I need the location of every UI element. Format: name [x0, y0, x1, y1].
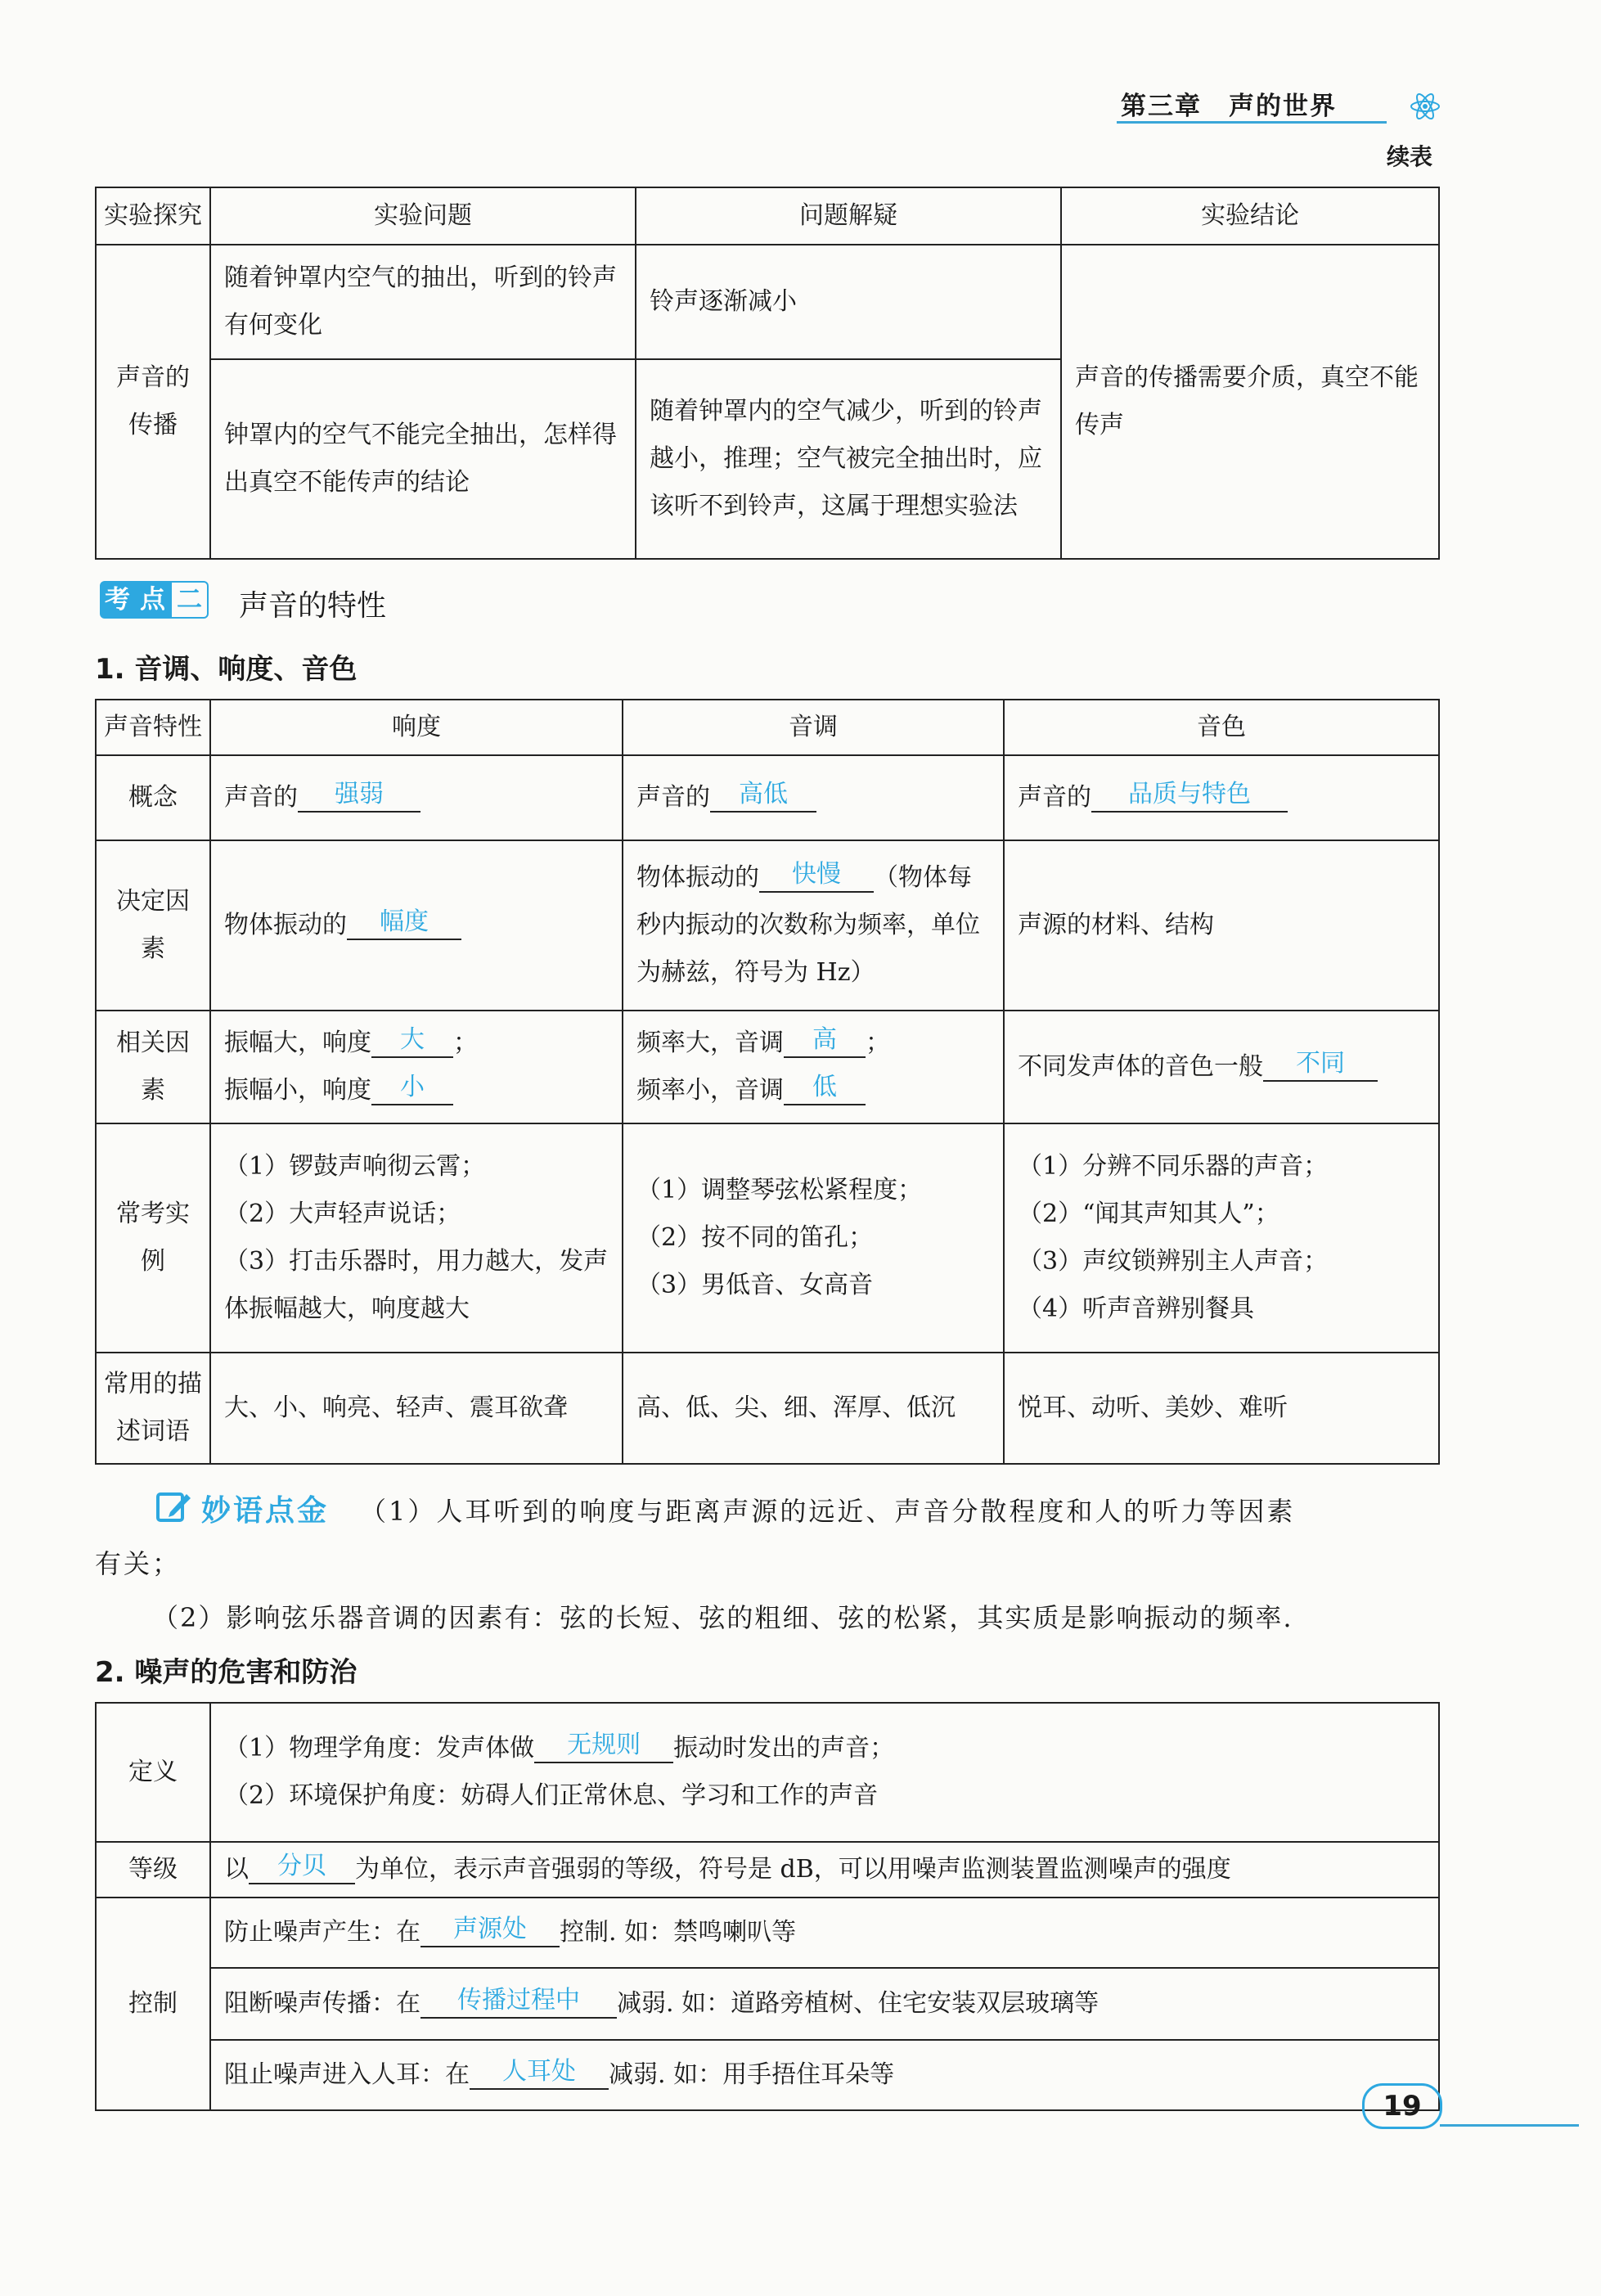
subheading: 2. 噪声的危害和防治: [95, 1656, 358, 1689]
timbre-examples-cell: （1）分辨不同乐器的声音； （2）“闻其声知其人”； （3）声纹锁辨别主人声音； （4）听声音辨别餐具: [1004, 1123, 1439, 1353]
answer-blank: 大: [371, 1024, 453, 1058]
chapter-title: 第三章 声的世界: [1121, 92, 1337, 121]
pitch-related-cell: 频率大，音调 高 ； 频率小，音调 低: [623, 1011, 1004, 1123]
definition-cell: （1）物理学角度：发声体做 无规则 振动时发出的声音； （2）环境保护角度：妨碍人们正常休息、学习和工作的声音: [210, 1703, 1439, 1842]
loudness-related-cell: 振幅大，响度 大 ； 振幅小，响度 小: [210, 1011, 623, 1123]
words-label: 常用的描述词语: [96, 1353, 210, 1464]
header-cell: 声音特性: [96, 700, 210, 755]
level-cell: 以 分贝 为单位，表示声音强弱的等级，符号是 dB，可以用噪声监测装置监测噪声的强度: [210, 1842, 1439, 1898]
header-cell: 问题解疑: [636, 187, 1061, 245]
tip-paragraph: 有关；: [95, 1548, 182, 1579]
answer-blank: 高低: [710, 778, 816, 813]
answer-blank: 无规则: [534, 1729, 673, 1763]
footer-rule: [1440, 2124, 1579, 2127]
experiment-table: [95, 187, 1440, 560]
header-cell: 音调: [623, 700, 1004, 755]
question-cell: 钟罩内的空气不能完全抽出，怎样得出真空不能传声的结论: [210, 359, 636, 559]
answer-blank: 小: [371, 1071, 453, 1105]
badge-char: 考: [100, 581, 135, 619]
subheading: 1. 音调、响度、音色: [95, 653, 358, 686]
pitch-examples-cell: （1）调整琴弦松紧程度； （2）按不同的笛孔； （3）男低音、女高音: [623, 1123, 1004, 1353]
answer-blank: 分贝: [249, 1850, 355, 1884]
control-cell: 防止噪声产生：在 声源处 控制. 如：禁鸣喇叭等: [210, 1898, 1439, 1968]
question-cell: 随着钟罩内空气的抽出，听到的铃声有何变化: [210, 245, 636, 359]
atom-icon: [1409, 90, 1441, 123]
control-cell: 阻止噪声进入人耳：在 人耳处 减弱. 如：用手捂住耳朵等: [210, 2040, 1439, 2110]
continued-label: 续表: [1387, 143, 1433, 170]
factor-label: 决定因素: [96, 840, 210, 1011]
answer-blank: 不同: [1263, 1047, 1378, 1082]
header-cell: 音色: [1004, 700, 1439, 755]
loudness-concept-cell: 声音的 强弱: [210, 755, 623, 840]
control-cell: 阻断噪声传播：在 传播过程中 减弱. 如：道路旁植树、住宅安装双层玻璃等: [210, 1968, 1439, 2040]
control-label: 控制: [96, 1898, 210, 2110]
header-rule: [1117, 121, 1387, 124]
definition-label: 定义: [96, 1703, 210, 1842]
header-cell: 实验结论: [1061, 187, 1439, 245]
answer-cell: 铃声逐渐减小: [636, 245, 1061, 359]
tip-label: 妙语点金: [201, 1494, 330, 1528]
pitch-factor-cell: 物体振动的 快慢 （物体每秒内振动的次数称为频率，单位为赫兹，符号为 Hz）: [623, 840, 1004, 1011]
timbre-concept-cell: 声音的 品质与特色: [1004, 755, 1439, 840]
answer-blank: 快慢: [759, 858, 874, 893]
answer-blank: 低: [784, 1071, 866, 1105]
conclusion-cell: 声音的传播需要介质，真空不能传声: [1061, 245, 1439, 559]
section-title: 声音的特性: [239, 589, 387, 623]
pencil-note-icon: [155, 1489, 191, 1525]
timbre-factor-cell: 声源的材料、结构: [1004, 840, 1439, 1011]
answer-blank: 幅度: [347, 906, 461, 940]
header-cell: 实验探究: [96, 187, 210, 245]
level-label: 等级: [96, 1842, 210, 1898]
loudness-words-cell: 大、小、响亮、轻声、震耳欲聋: [210, 1353, 623, 1464]
badge-char: 点: [135, 581, 170, 619]
answer-blank: 强弱: [298, 778, 420, 813]
topic-cell: 声音的传播: [96, 245, 210, 559]
answer-blank: 传播过程中: [420, 1984, 617, 2019]
pitch-words-cell: 高、低、尖、细、浑厚、低沉: [623, 1353, 1004, 1464]
timbre-related-cell: 不同发声体的音色一般 不同: [1004, 1011, 1439, 1123]
sound-properties-table: [95, 699, 1440, 1465]
tip-paragraph: （1）人耳听到的响度与距离声源的远近、声音分散程度和人的听力等因素: [360, 1496, 1296, 1527]
badge-char: 二: [170, 581, 209, 619]
answer-blank: 品质与特色: [1091, 778, 1288, 813]
section-badge: [100, 581, 209, 619]
tip-paragraph: （2）影响弦乐器音调的因素有：弦的长短、弦的粗细、弦的松紧，其实质是影响振动的频率.: [152, 1602, 1293, 1633]
answer-blank: 高: [784, 1024, 866, 1058]
examples-label: 常考实例: [96, 1123, 210, 1353]
page-number: 19: [1362, 2083, 1442, 2129]
answer-blank: 人耳处: [470, 2055, 609, 2090]
noise-table: [95, 1702, 1440, 2111]
timbre-words-cell: 悦耳、动听、美妙、难听: [1004, 1353, 1439, 1464]
loudness-factor-cell: 物体振动的 幅度: [210, 840, 623, 1011]
header-cell: 响度: [210, 700, 623, 755]
concept-label: 概念: [96, 755, 210, 840]
header-cell: 实验问题: [210, 187, 636, 245]
answer-blank: 声源处: [420, 1913, 560, 1947]
answer-cell: 随着钟罩内的空气减少，听到的铃声越小，推理；空气被完全抽出时，应该听不到铃声，这属于理想实验法: [636, 359, 1061, 559]
related-label: 相关因素: [96, 1011, 210, 1123]
loudness-examples-cell: （1）锣鼓声响彻云霄； （2）大声轻声说话； （3）打击乐器时，用力越大，发声体振幅越大，响度越大: [210, 1123, 623, 1353]
pitch-concept-cell: 声音的 高低: [623, 755, 1004, 840]
